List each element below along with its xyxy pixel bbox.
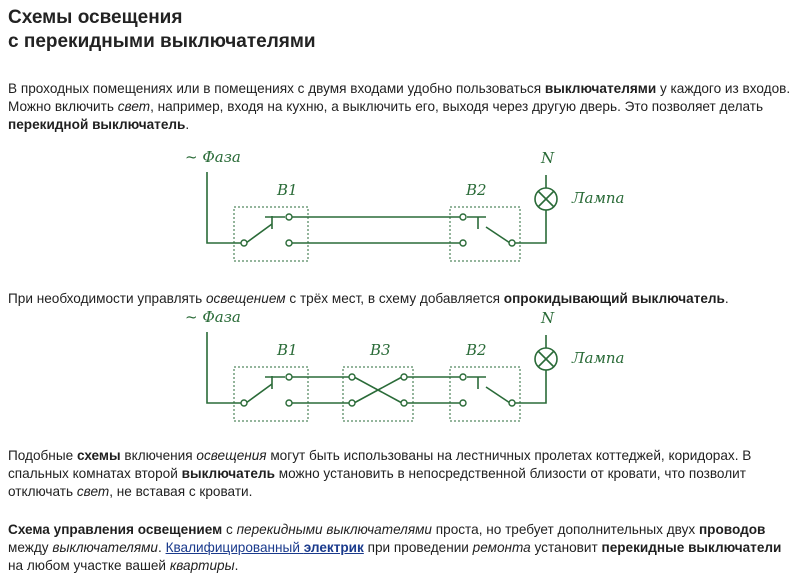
text-italic: свет xyxy=(76,484,110,499)
text: . xyxy=(724,291,729,306)
electrician-link[interactable] xyxy=(166,540,364,555)
text: , например, входя на кухню, а выключить его, выходя через другую дверь. Это позволяет делать xyxy=(150,99,764,114)
text: При необходимости управлять xyxy=(8,291,206,306)
link-text: Квалифицированный xyxy=(165,540,304,555)
text-bold: схемы xyxy=(76,448,121,463)
text-bold: Схема управления освещением xyxy=(8,522,223,537)
text: можно установить в непосредственной близости от кровати, что позволит отключать xyxy=(8,466,746,499)
phase-label: ~ Фаза xyxy=(185,148,241,166)
intro-paragraph xyxy=(8,80,793,134)
text-italic: ремонта xyxy=(472,540,531,555)
text: могут быть использованы на лестничных пролетах коттеджей, коридорах. В спальных комнатах второй xyxy=(8,448,752,481)
text: . xyxy=(158,540,166,555)
fourth-paragraph xyxy=(8,521,793,575)
switch-b2-label: B2 xyxy=(466,341,487,359)
text: В проходных помещениях или в помещениях с двумя входами удобно пользоваться xyxy=(8,81,545,96)
text-italic: свет xyxy=(117,99,151,114)
page-title xyxy=(8,6,708,54)
text: . xyxy=(185,117,190,132)
text-bold: выключатель xyxy=(181,466,275,481)
text-italic: выключателями xyxy=(52,540,158,555)
text-bold: опрокидывающий выключатель xyxy=(503,291,725,306)
text: проста, но требует дополнительных двух xyxy=(432,522,699,537)
title-line-2: с перекидными выключателями xyxy=(8,31,316,52)
text: с xyxy=(222,522,237,537)
text-italic: освещения xyxy=(196,448,267,463)
link-text-bold: электрик xyxy=(303,540,364,555)
third-paragraph xyxy=(8,447,793,501)
lamp-label: Лампа xyxy=(572,189,625,207)
switch-b3-label: B3 xyxy=(370,341,391,359)
three-switch-diagram xyxy=(0,305,795,435)
text-italic: перекидными выключателями xyxy=(236,522,432,537)
phase-label: ~ Фаза xyxy=(185,308,241,326)
switch-b1-label: B1 xyxy=(277,341,298,359)
text: установит xyxy=(530,540,602,555)
text-bold: перекидные выключатели xyxy=(601,540,782,555)
text: , не вставая с кровати. xyxy=(109,484,253,499)
text-bold: выключателями xyxy=(544,81,657,96)
text: на любом участке вашей xyxy=(8,558,170,573)
text: . xyxy=(234,558,239,573)
text: Подобные xyxy=(8,448,77,463)
text: включения xyxy=(120,448,197,463)
lamp-label: Лампа xyxy=(572,349,625,367)
title-line-1: Схемы освещения xyxy=(8,7,183,28)
text: при проведении xyxy=(363,540,473,555)
switch-b2-label: B2 xyxy=(466,181,487,199)
text-italic: освещением xyxy=(205,291,286,306)
text-bold: перекидной выключатель xyxy=(8,117,186,132)
switch-b1-label: B1 xyxy=(277,181,298,199)
text: с трёх мест, в схему добавляется xyxy=(285,291,504,306)
text: у каждого из входов. Можно включить xyxy=(8,81,791,114)
text-bold: проводов xyxy=(698,522,766,537)
text: между xyxy=(8,540,53,555)
two-switch-diagram xyxy=(0,145,795,275)
neutral-label: N xyxy=(541,149,555,167)
neutral-label: N xyxy=(541,309,555,327)
text-italic: квартиры xyxy=(169,558,235,573)
